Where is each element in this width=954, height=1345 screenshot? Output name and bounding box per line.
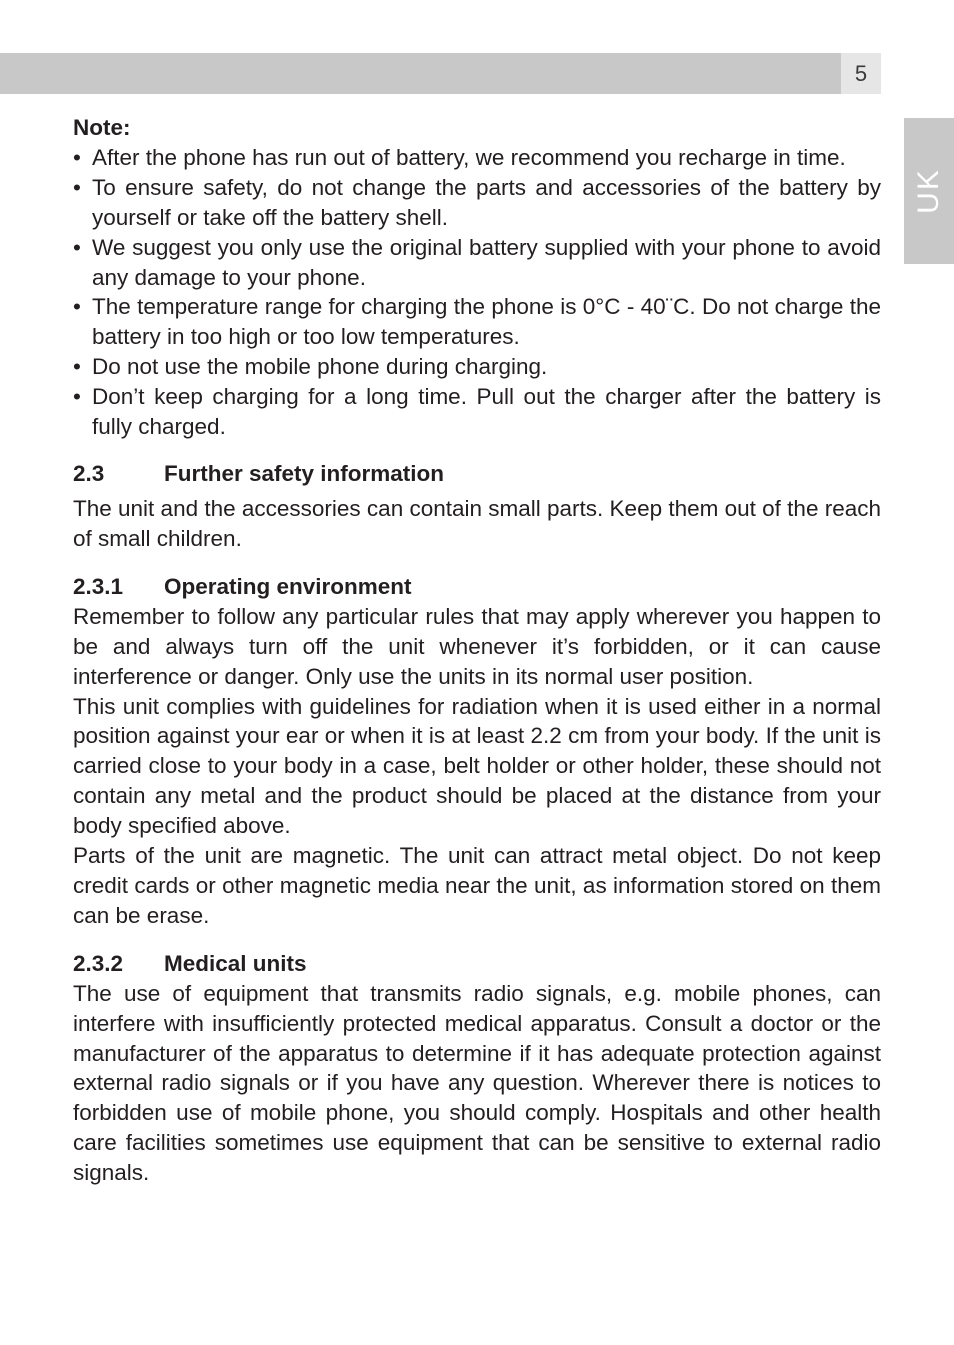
bullet-icon: •	[73, 354, 81, 380]
note-item-text: Do not use the mobile phone during charging.	[92, 354, 548, 380]
header-bar	[0, 53, 841, 94]
bullet-icon: •	[73, 384, 81, 410]
section-number: 2.3.1	[73, 573, 124, 599]
note-item	[73, 382, 881, 442]
section-number: 2.3.2	[73, 950, 124, 976]
note-item-text: The temperature range for charging the phone is 0°C - 40¨C. Do not charge the battery in too high or too low temperatures.	[92, 294, 881, 350]
note-item-text: To ensure safety, do not change the parts and accessories of the battery by yourself or take off the battery shell.	[92, 174, 881, 230]
section-paragraph: The unit and the accessories can contain small parts. Keep them out of the reach of small children.	[73, 495, 881, 551]
section-paragraph: Remember to follow any particular rules that may apply wherever you happen to be and always turn off the unit whenever it’s forbidden, or it can cause interference or danger. Only use the units in its normal user position.	[73, 603, 881, 689]
bullet-icon: •	[73, 174, 81, 200]
note-item	[73, 352, 881, 382]
section-paragraph: Parts of the unit are magnetic. The unit can attract metal object. Do not keep credit cards or other magnetic media near the unit, as information stored on them can be erase.	[73, 843, 881, 928]
note-item	[73, 143, 881, 173]
note-item-text: After the phone has run out of battery, we recommend you recharge in time.	[92, 144, 846, 170]
note-item-text: We suggest you only use the original battery supplied with your phone to avoid any damage to your phone.	[92, 234, 881, 290]
bullet-icon: •	[73, 234, 81, 260]
section-paragraph: The use of equipment that transmits radio signals, e.g. mobile phones, can interfere with insufficiently protected medical apparatus. Consult a doctor or the manufacturer of the apparatus to determine if it has adequate protection against external radio signals or if you have any question. Wherever there is notices to forbidden use of mobile phone, you should comply. Hospitals and other health care facilities sometimes use equipment that can be sensitive to external radio signals.	[73, 980, 881, 1186]
section-title: Medical units	[164, 950, 307, 976]
page-number: 5	[841, 53, 881, 94]
bullet-icon: •	[73, 144, 81, 170]
page-content	[73, 113, 881, 1188]
note-list	[73, 143, 881, 442]
bullet-icon: •	[73, 294, 81, 320]
note-item-text: Don’t keep charging for a long time. Pull out the charger after the battery is fully charged.	[92, 384, 881, 440]
section-heading	[73, 949, 881, 979]
section-heading	[73, 459, 881, 489]
note-item	[73, 173, 881, 233]
section-title: Further safety information	[164, 460, 445, 486]
note-item	[73, 292, 881, 352]
section-number: 2.3	[73, 460, 105, 486]
section-paragraph: This unit complies with guidelines for radiation when it is used either in a normal position against your ear or when it is at least 2.2 cm from your body. If the unit is carried close to your body in a case, belt holder or other holder, these should not contain any metal and the product should be placed at the distance from your body specified above.	[73, 693, 881, 839]
section-title: Operating environment	[164, 573, 412, 599]
note-title: Note:	[73, 115, 131, 140]
section-heading	[73, 572, 881, 602]
language-tab	[904, 118, 954, 264]
note-item	[73, 233, 881, 293]
language-tab-label: UK	[912, 168, 945, 214]
